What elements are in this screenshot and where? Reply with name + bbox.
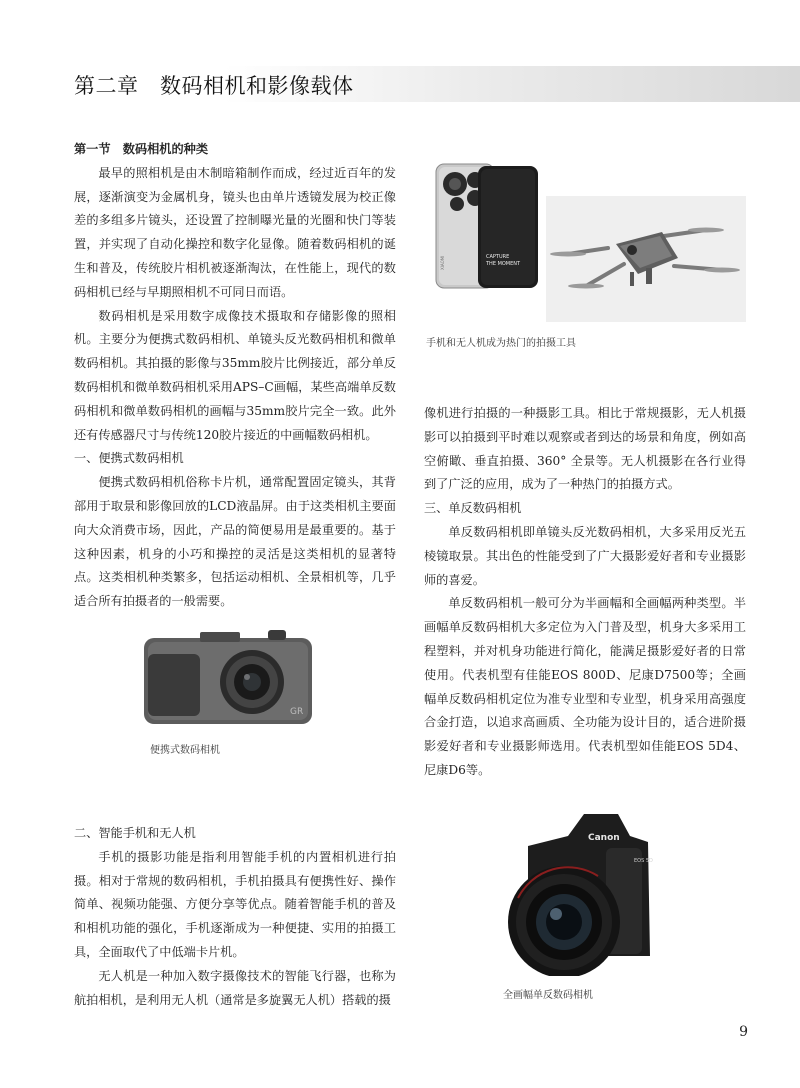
subsection-heading: 一、便携式数码相机	[74, 451, 184, 466]
paragraph: 无人机是一种加入数字摄像技术的智能飞行器，也称为航拍相机，是利用无人机（通常是多旋翼无人机）搭载的摄	[74, 968, 396, 1007]
phone-brand: XIAOMI	[440, 255, 445, 270]
camera-model: EOS 5D	[634, 858, 653, 864]
left-column-bottom	[74, 822, 396, 1012]
paragraph: 最早的照相机是由木制暗箱制作而成，经过近百年的发展，逐渐演变为金属机身，镜头也由单片透镜发展为校正像差的多组多片镜头，还设置了控制曝光量的光圈和快门等装置，并实现了自动化操控和数字化显像。随着数码相机的诞生和普及，传统胶片相机被逐渐淘汰，在性能上，现代的数码相机已经与早期照相机不可同日而语。	[74, 165, 396, 299]
paragraph: 手机的摄影功能是指利用智能手机的内置相机进行拍摄。相对于常规的数码相机，手机拍摄具有便携性好、操作简单、视频功能强、方便分享等优点。随着智能手机的普及和相机功能的强化，手机逐渐成为一种便捷、实用的拍摄工具，全面取代了中低端卡片机。	[74, 849, 396, 959]
figure-caption: 手机和无人机成为热门的拍摄工具	[426, 338, 576, 349]
right-column	[424, 402, 746, 783]
left-column-top	[74, 138, 396, 614]
paragraph: 单反数码相机一般可分为半画幅和全画幅两种类型。半画幅单反数码相机大多定位为入门普及型，机身大多采用工程塑料，并对机身功能进行简化，能满足摄影爱好者的日常使用。代表机型有佳能EOS 800D、尼康D7500等；全画幅单反数码相机定位为准专业型和专业型，机身采用高强度合金打造，以追求高画质、全功能为设计目的，适合进阶摄影爱好者和专业摄影师选用。代表机型如佳能EOS 5D4、尼康D6等。	[424, 596, 746, 777]
smartphone-photo	[434, 162, 540, 290]
section-heading: 第一节 数码相机的种类	[74, 142, 209, 156]
drone-photo	[546, 196, 746, 322]
chapter-title: 第二章 数码相机和影像载体	[74, 74, 354, 98]
paragraph: 像机进行拍摄的一种摄影工具。相比于常规摄影，无人机摄影可以拍摄到平时难以观察或者到达的场景和角度，例如高空俯瞰、垂直拍摄、360° 全景等。无人机摄影在各行业得到了广泛的应用，成为了一种热门的拍摄方式。	[424, 406, 746, 492]
camera-badge: GR	[290, 707, 304, 717]
camera-brand: Canon	[588, 833, 620, 843]
subsection-heading: 三、单反数码相机	[424, 501, 522, 516]
phone-slogan: CAPTURE	[486, 254, 510, 260]
dslr-camera-photo	[488, 806, 658, 976]
subsection-heading: 二、智能手机和无人机	[74, 826, 196, 840]
compact-camera-photo	[140, 624, 316, 728]
paragraph: 便携式数码相机俗称卡片机，通常配置固定镜头，其背部用于取景和影像回放的LCD液晶屏。由于这类相机主要面向大众消费市场，因此，产品的简便易用是最重要的。基于这种因素，机身的小巧和操控的灵活是这类相机的显著特点。这类相机种类繁多，包括运动相机、全景相机等，几乎适合所有拍摄者的一般需要。	[74, 475, 396, 609]
page-number: 9	[739, 1024, 748, 1040]
figure-caption: 便携式数码相机	[150, 745, 220, 756]
paragraph: 单反数码相机即单镜头反光数码相机，大多采用反光五棱镜取景。其出色的性能受到了广大摄影爱好者和专业摄影师的喜爱。	[424, 524, 746, 587]
svg-text:THE MOMENT: THE MOMENT	[486, 261, 521, 267]
paragraph: 数码相机是采用数字成像技术摄取和存储影像的照相机。主要分为便携式数码相机、单镜头反光数码相机和微单数码相机。其拍摄的影像与35mm胶片比例接近，部分单反数码相机和微单数码相机采用APS–C画幅，某些高端单反数码相机和微单数码相机的画幅与35mm胶片完全一致。此外还有传感器尺寸与传统120胶片接近的中画幅数码相机。	[74, 308, 396, 442]
figure-caption: 全画幅单反数码相机	[503, 990, 593, 1001]
